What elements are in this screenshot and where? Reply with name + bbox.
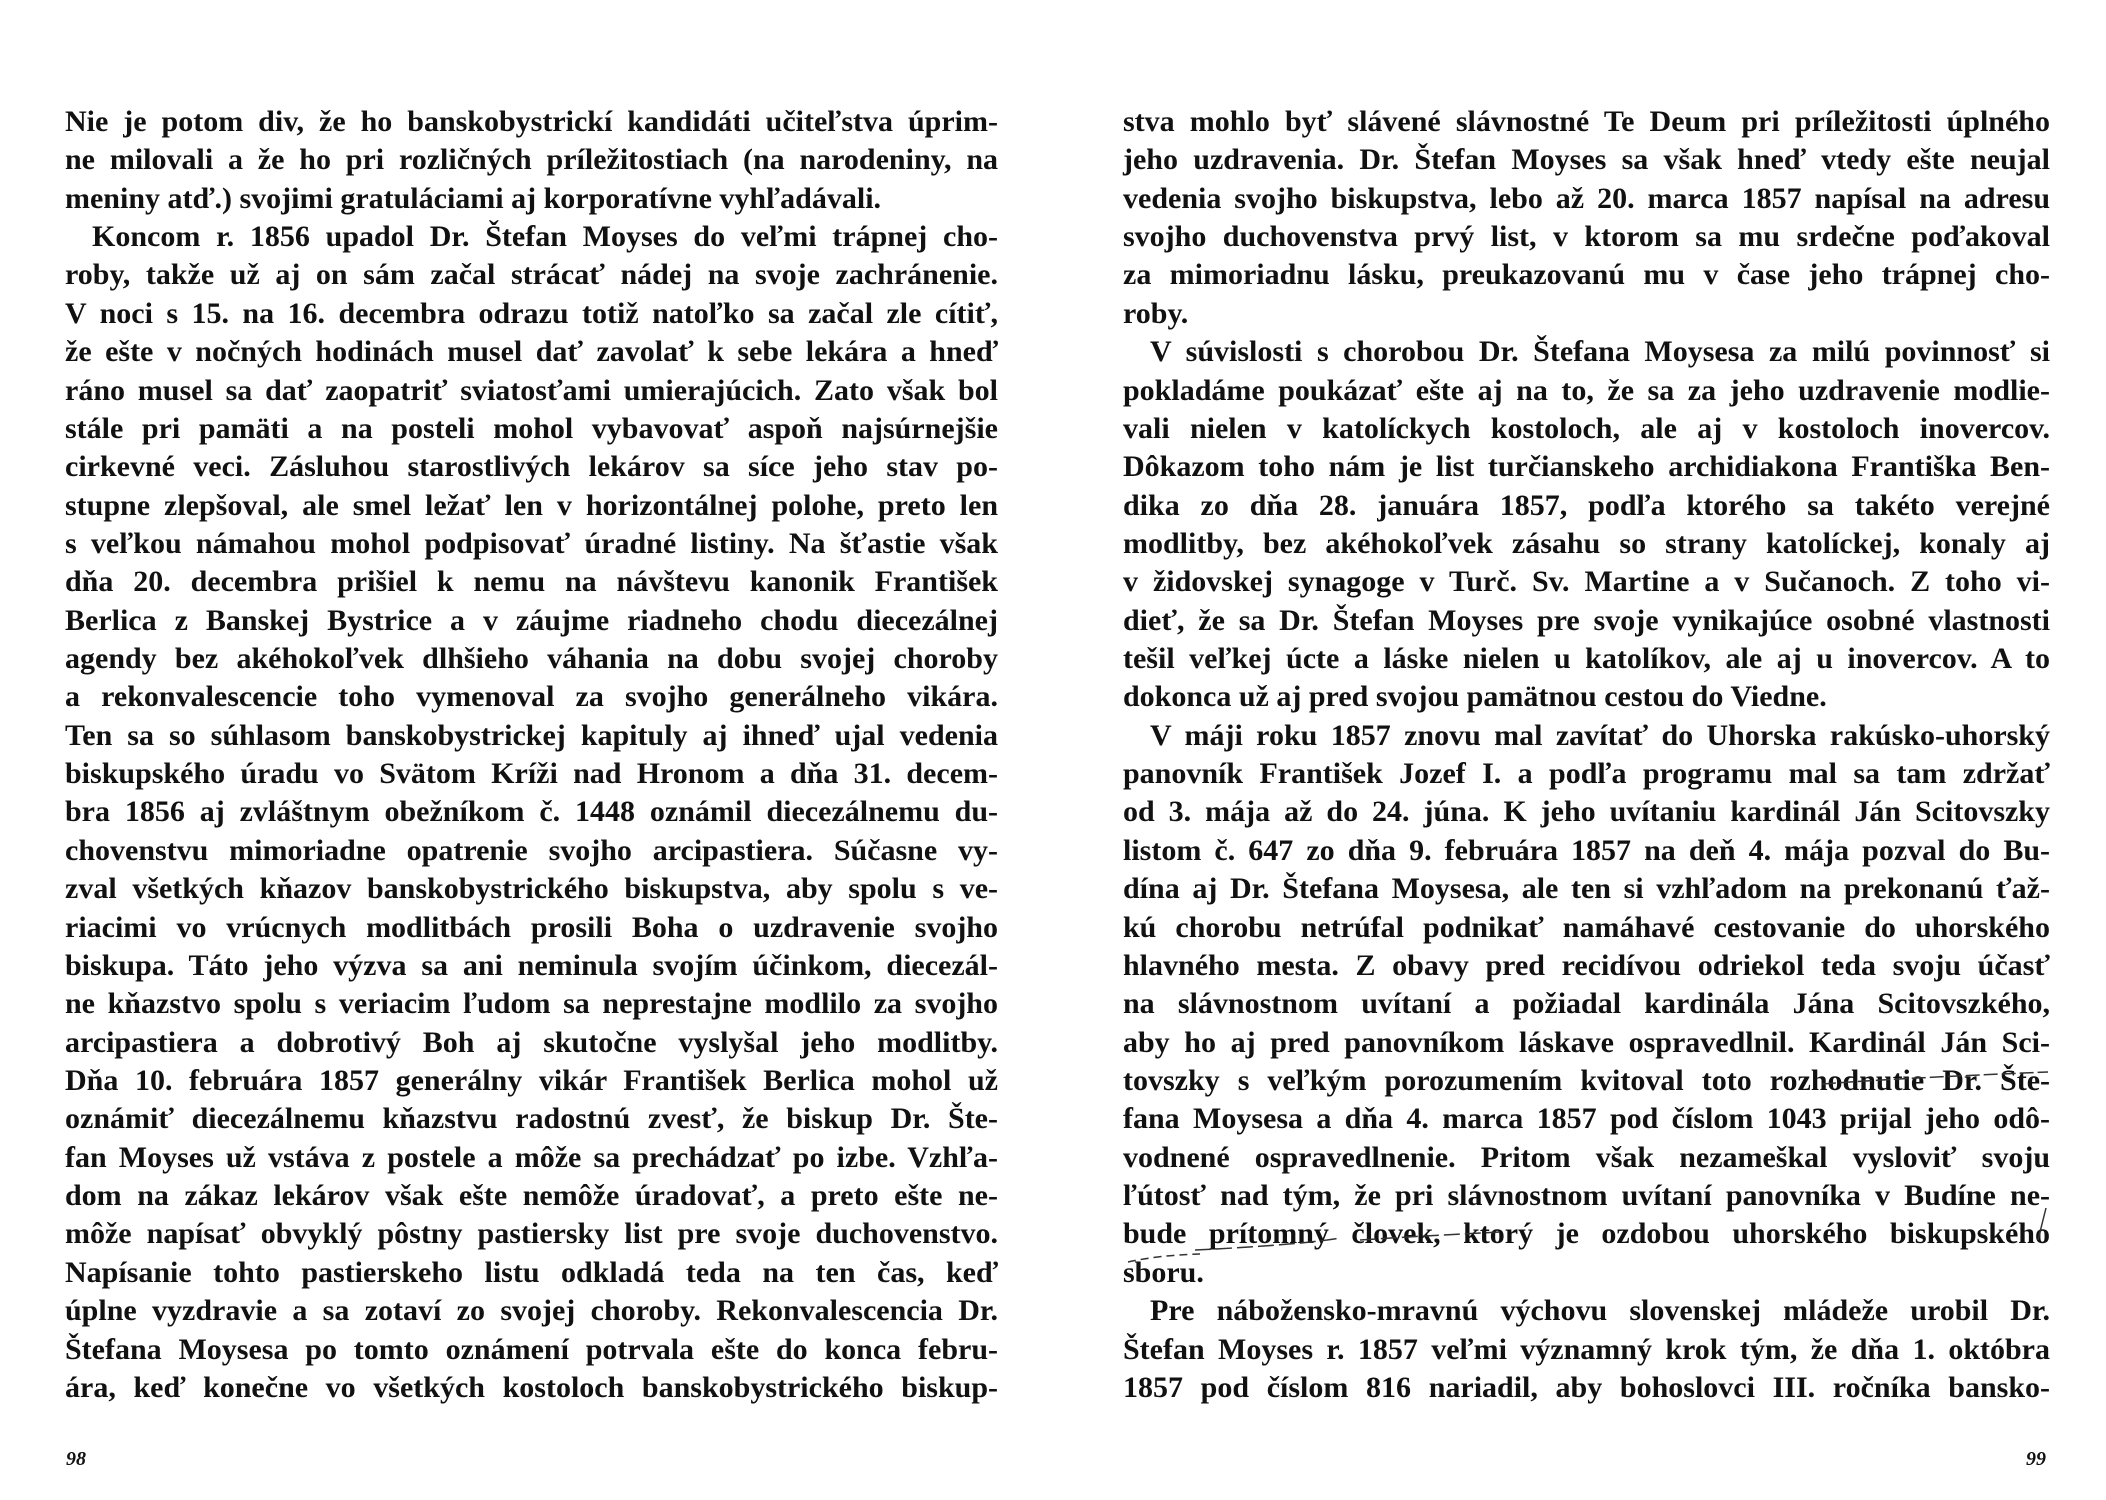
- text-line: agendy bez akéhokoľvek dlhšieho váhania na dobu svojej choroby: [65, 642, 998, 676]
- text-line: dika zo dňa 28. januára 1857, podľa ktorého sa takéto verejné: [1123, 488, 2050, 522]
- text-line: ráno musel sa dať zaopatriť sviatosťami umierajúcich. Zato však bol: [65, 373, 998, 407]
- text-line: riacimi vo vrúcnych modlitbách prosili Boha o uzdravenie svojho: [65, 910, 998, 944]
- text-line: fan Moyses už vstáva z postele a môže sa prechádzať po izbe. Vzhľa-: [65, 1140, 998, 1174]
- text-line: stva mohlo byť slávené slávnostné Te Deum pri príležitosti úplného: [1123, 105, 2050, 138]
- text-line: dokonca už aj pred svojou pamätnou cestou do Viedne.: [1123, 680, 1827, 714]
- text-line: na slávnostnom uvítaní a požiadal kardinála Jána Scitovszkého,: [1123, 987, 2050, 1021]
- text-line: Nie je potom div, že ho banskobystrickí kandidáti učiteľstva úprim-: [65, 105, 998, 138]
- text-line: tešil veľkej úcte a láske nielen u katolíkov, ale aj u inovercov. A to: [1123, 642, 2050, 676]
- text-line: Dňa 10. februára 1857 generálny vikár František Berlica mohol už: [65, 1064, 998, 1097]
- text-line: fana Moysesa a dňa 4. marca 1857 pod číslom 1043 prijal jeho odô-: [1123, 1102, 2050, 1136]
- text-line: dína aj Dr. Štefana Moysesa, ale ten si vzhľadom na prekonanú ťaž-: [1123, 872, 2050, 906]
- text-line: sboru.: [1123, 1255, 1204, 1289]
- text-line: úplne vyzdravie a sa zotaví zo svojej choroby. Rekonvalescencia Dr.: [65, 1294, 998, 1328]
- text-line: ára, keď konečne vo všetkých kostoloch banskobystrického biskup-: [65, 1370, 998, 1404]
- text-line: môže napísať obvyklý pôstny pastiersky list pre svoje duchovenstvo.: [65, 1217, 998, 1251]
- text-line: bude prítomný človek, ktorý je ozdobou uhorského biskupského: [1123, 1217, 2050, 1251]
- text-line: s veľkou námahou mohol podpisovať úradné listiny. Na šťastie však: [65, 526, 998, 560]
- text-line: dieť, že sa Dr. Štefan Moyses pre svoje vynikajúce osobné vlastnosti: [1123, 603, 2050, 637]
- text-line: dňa 20. decembra prišiel k nemu na návštevu kanonik František: [65, 565, 998, 599]
- text-line: ne milovali a že ho pri rozličných príležitostiach (na narodeniny, na: [65, 143, 998, 177]
- text-line: a rekonvalescencie toho vymenoval za svojho generálneho vikára.: [65, 680, 998, 714]
- text-line: V súvislosti s chorobou Dr. Štefana Moysesa za milú povinnosť si: [1150, 335, 2050, 369]
- text-line: V noci s 15. na 16. decembra odrazu totiž natoľko sa začal zle cítiť,: [65, 296, 998, 330]
- text-line: cirkevné veci. Zásluhou starostlivých lekárov sa síce jeho stav po-: [65, 450, 998, 484]
- text-line: roby.: [1123, 296, 1189, 330]
- text-line: vodnené ospravedlnenie. Pritom však nezameškal vysloviť svoju: [1123, 1140, 2050, 1174]
- text-line: od 3. mája až do 24. júna. K jeho uvítaniu kardinál Ján Scitovszky: [1123, 795, 2050, 829]
- text-line: pokladáme poukázať ešte aj na to, že sa za jeho uzdravenie modlie-: [1123, 373, 2050, 407]
- text-line: Napísanie tohto pastierskeho listu odkladá teda na ten čas, keď: [65, 1255, 998, 1289]
- text-line: ľútosť nad tým, že pri slávnostnom uvítaní panovníka v Budíne ne-: [1123, 1179, 2050, 1213]
- text-line: modlitby, bez akéhokoľvek zásahu so strany katolíckej, konaly aj: [1123, 526, 2050, 560]
- text-line: stále pri pamäti a na posteli mohol vybavovať aspoň najsúrnejšie: [65, 411, 998, 445]
- text-line: biskupa. Táto jeho výzva sa ani neminula svojím účinkom, diecezál-: [65, 948, 998, 982]
- text-line: kú chorobu netrúfal podnikať namáhavé cestovanie do uhorského: [1123, 910, 2050, 944]
- text-line: oznámiť diecezálnemu kňazstvu radostnú zvesť, že biskup Dr. Šte-: [65, 1102, 998, 1136]
- text-line: chovenstvu mimoriadne opatrenie svojho arcipastiera. Súčasne vy-: [65, 833, 998, 867]
- text-line: jeho uzdravenia. Dr. Štefan Moyses sa však hneď vtedy ešte neujal: [1123, 143, 2050, 177]
- text-line: zval všetkých kňazov banskobystrického biskupstva, aby spolu s ve-: [65, 872, 998, 906]
- text-line: že ešte v nočných hodinách musel dať zavolať k sebe lekára a hneď: [65, 335, 998, 369]
- text-line: listom č. 647 zo dňa 9. februára 1857 na deň 4. mája pozval do Bu-: [1123, 833, 2050, 867]
- page-number-right: 99: [2026, 1448, 2046, 1470]
- text-line: ne kňazstvo spolu s veriacim ľudom sa neprestajne modlilo za svojho: [65, 987, 998, 1021]
- text-line: vedenia svojho biskupstva, lebo až 20. marca 1857 napísal na adresu: [1123, 181, 2050, 215]
- text-line: vali nielen v katolíckych kostoloch, ale aj v kostoloch inovercov.: [1123, 411, 2050, 445]
- text-line: Dôkazom toho nám je list turčianskeho archidiakona Františka Ben-: [1123, 450, 2050, 484]
- text-line: V máji roku 1857 znovu mal zavítať do Uhorska rakúsko-uhorský: [1150, 718, 2050, 752]
- text-line: arcipastiera a dobrotivý Boh aj skutočne vyslyšal jeho modlitby.: [65, 1025, 998, 1059]
- text-line: dom na zákaz lekárov však ešte nemôže úradovať, a preto ešte ne-: [65, 1179, 998, 1213]
- text-line: stupne zlepšoval, ale smel ležať len v horizontálnej polohe, preto len: [65, 488, 998, 522]
- text-line: v židovskej synagoge v Turč. Sv. Martine a v Sučanoch. Z toho vi-: [1123, 565, 2050, 599]
- text-line: Štefana Moysesa po tomto oznámení potrvala ešte do konca febru-: [65, 1332, 998, 1366]
- text-line: bra 1856 aj zvláštnym obežníkom č. 1448 oznámil diecezálnemu du-: [65, 795, 998, 829]
- text-line: aby ho aj pred panovníkom láskave ospravedlnil. Kardinál Ján Sci-: [1123, 1025, 2050, 1059]
- text-line: hlavného mesta. Z obavy pred recidívou odriekol teda svoju účasť: [1123, 948, 2050, 982]
- text-line: za mimoriadnu lásku, preukazovanú mu v čase jeho trápnej cho-: [1123, 258, 2050, 292]
- text-line: biskupského úradu vo Svätom Kríži nad Hronom a dňa 31. decem-: [65, 757, 998, 791]
- text-line: panovník František Jozef I. a podľa programu mal sa tam zdržať: [1123, 757, 2050, 791]
- text-line: Koncom r. 1856 upadol Dr. Štefan Moyses do veľmi trápnej cho-: [92, 220, 998, 254]
- text-line: 1857 pod číslom 816 nariadil, aby bohoslovci III. ročníka bansko-: [1123, 1370, 2050, 1404]
- text-line: Pre nábožensko-mravnú výchovu slovenskej mládeže urobil Dr.: [1150, 1294, 2050, 1328]
- text-line: svojho duchovenstva prvý list, v ktorom sa mu srdečne poďakoval: [1123, 220, 2050, 254]
- text-line: tovszky s veľkým porozumením kvitoval toto rozhodnutie Dr. Šte-: [1123, 1064, 2050, 1097]
- text-line: Ten sa so súhlasom banskobystrickej kapituly aj ihneď ujal vedenia: [65, 718, 998, 752]
- text-line: meniny atď.) svojimi gratuláciami aj korporatívne vyhľadávali.: [65, 181, 882, 215]
- text-line: roby, takže už aj on sám začal strácať nádej na svoje zachránenie.: [65, 258, 998, 292]
- page-number-left: 98: [66, 1448, 86, 1470]
- text-line: Štefan Moyses r. 1857 veľmi významný krok tým, že dňa 1. októbra: [1123, 1332, 2050, 1366]
- text-line: Berlica z Banskej Bystrice a v záujme riadneho chodu diecezálnej: [65, 603, 998, 637]
